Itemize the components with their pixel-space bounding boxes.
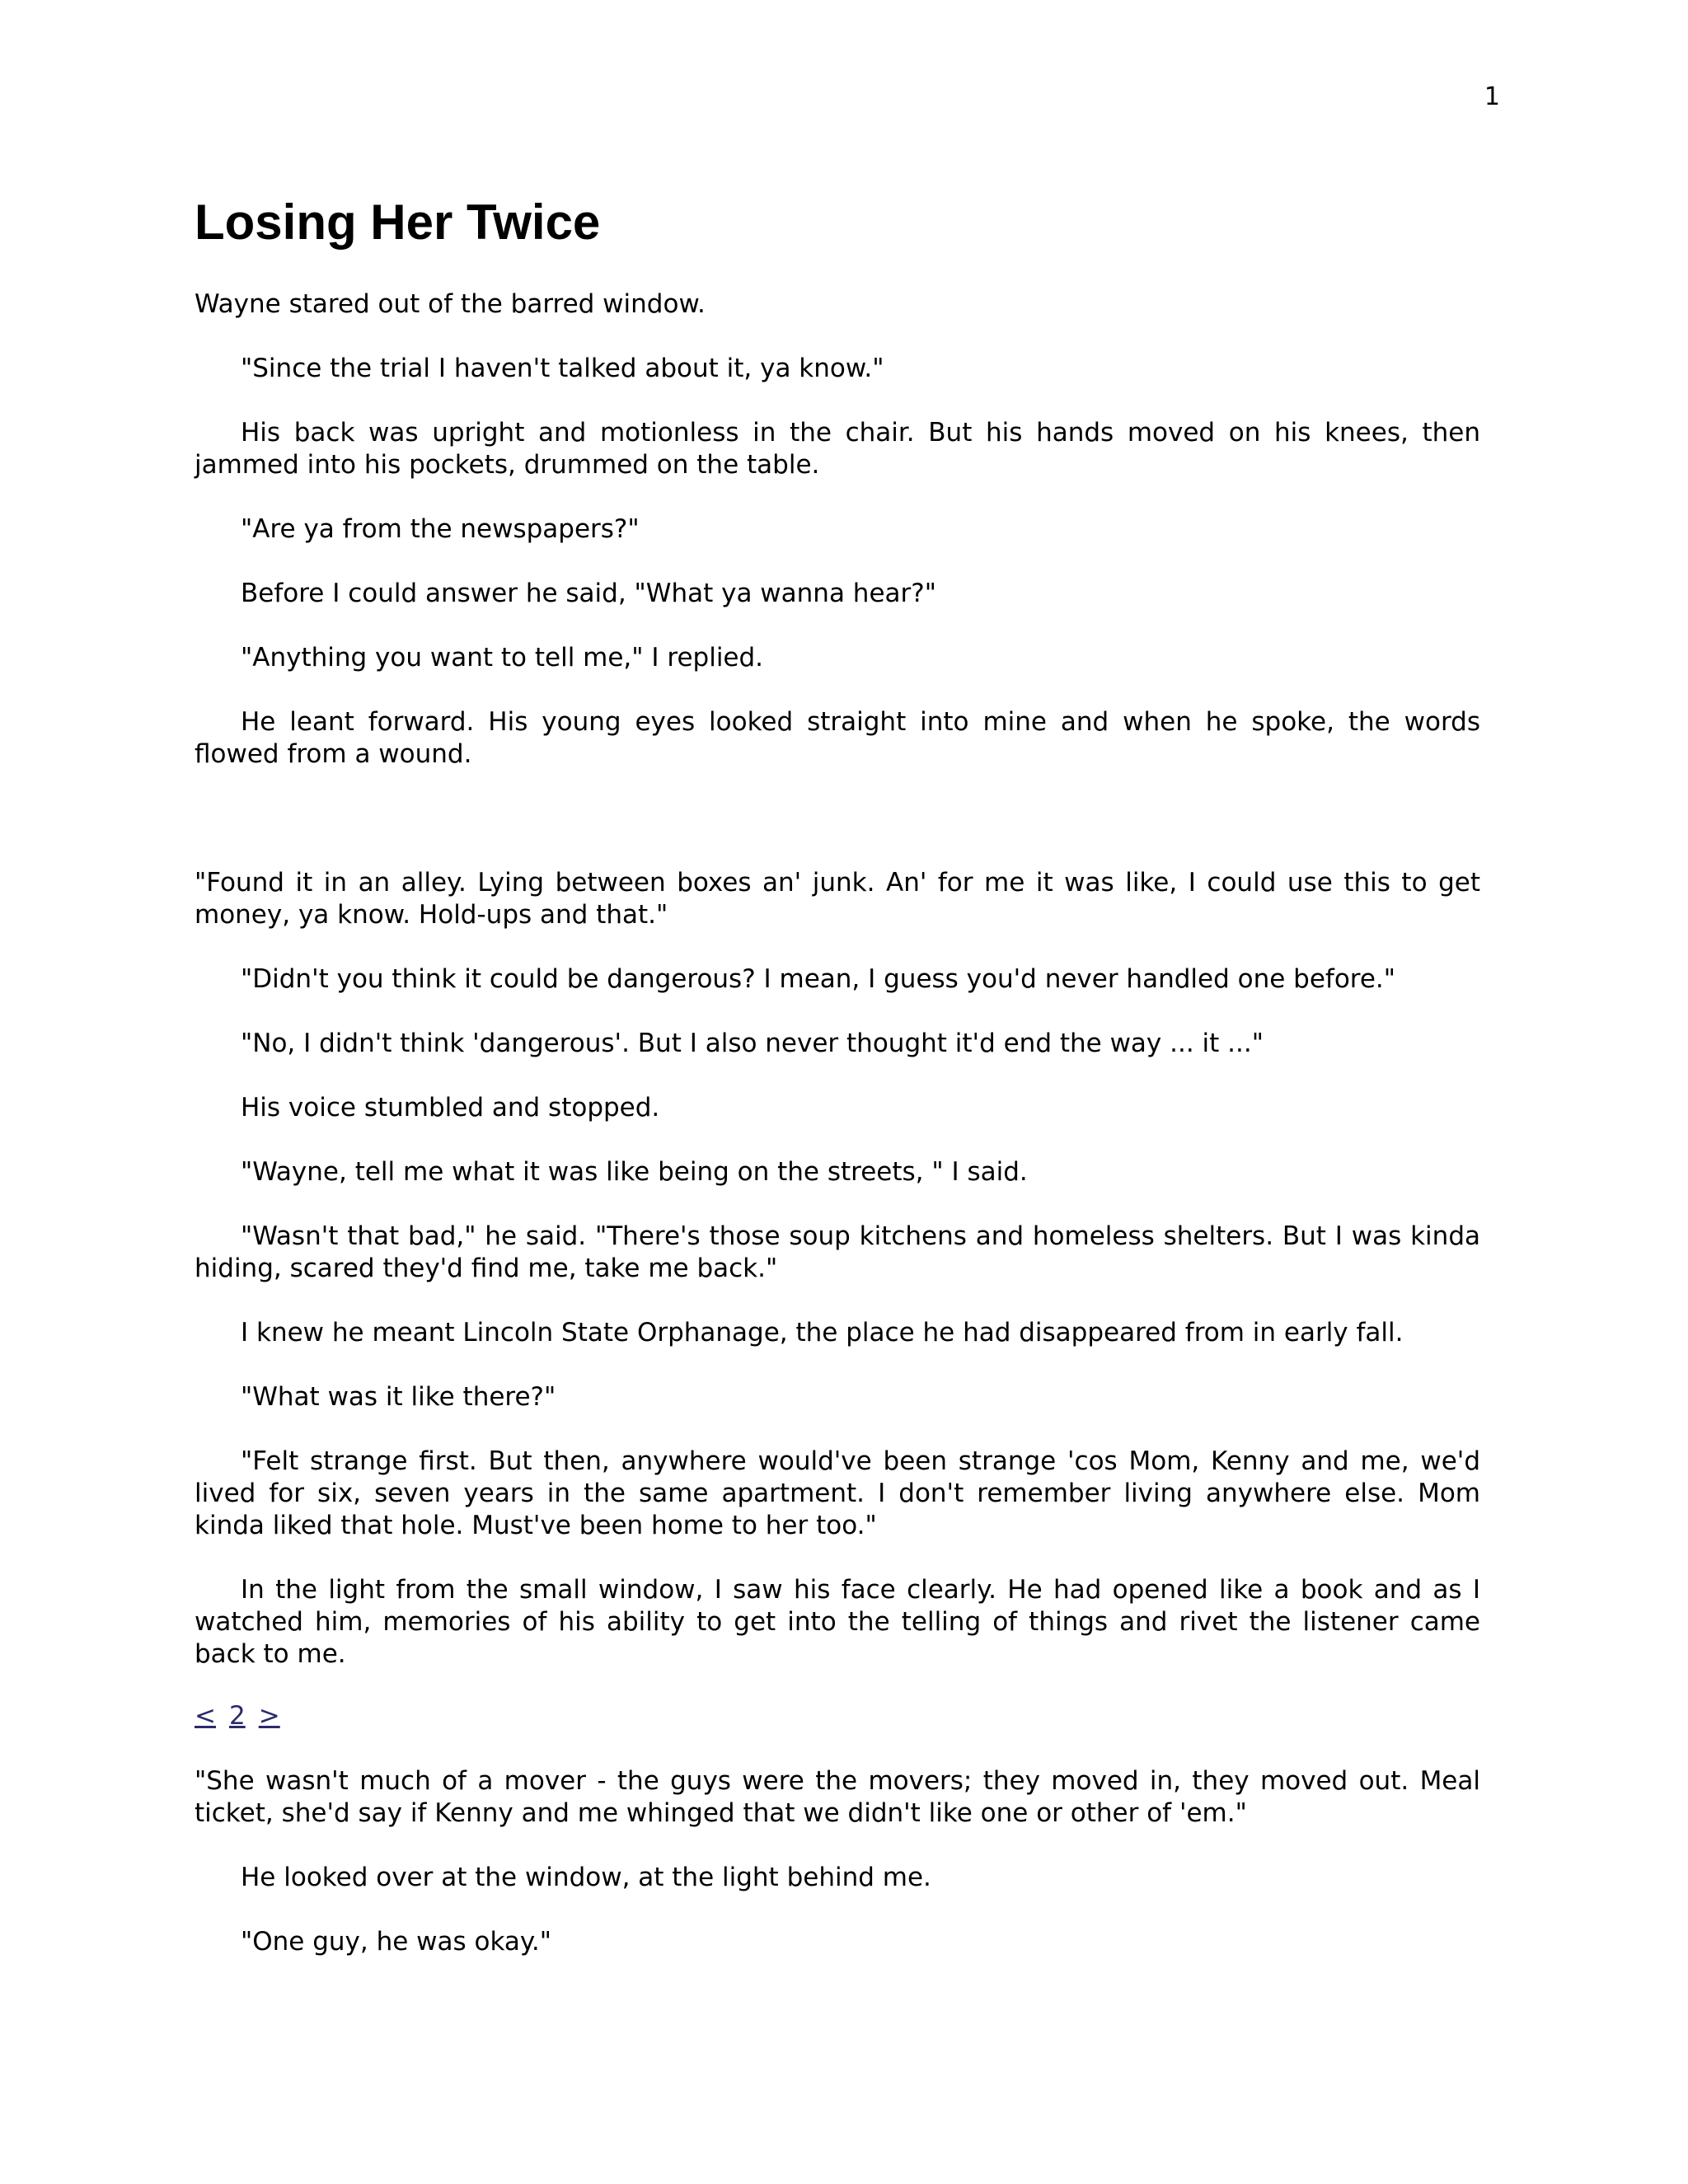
paragraph: Wayne stared out of the barred window. [195,289,706,319]
paragraph: He leant forward. His young eyes looked straight into mine and when he spoke, the words flowed from a wound. [195,707,1480,769]
paragraph: "Didn't you think it could be dangerous? I mean, I guess you'd never handled one before." [241,964,1396,994]
paragraph: "Found it in an alley. Lying between boxes an' junk. An' for me it was like, I could use this to get money, ya know. Hold-ups and that." [195,868,1480,930]
paragraph: "Anything you want to tell me," I replied. [241,643,764,673]
prev-page-link[interactable]: < [195,1701,216,1731]
paragraph: "One guy, he was okay." [241,1927,551,1957]
next-page-link[interactable]: > [258,1701,280,1731]
paragraph: "No, I didn't think 'dangerous'. But I also never thought it'd end the way ... it ..." [241,1029,1264,1058]
paragraph: "Wayne, tell me what it was like being on the streets, " I said. [241,1157,1028,1187]
paragraph: I knew he meant Lincoln State Orphanage, the place he had disappeared from in early fall. [241,1318,1404,1347]
page-number: 1 [1484,82,1500,111]
paragraph: "She wasn't much of a mover - the guys were the movers; they moved in, they moved out. Meal ticket, she'd say if Kenny and me whinged that we didn't like one or other of 'em." [195,1766,1480,1828]
paragraph: "Are ya from the newspapers?" [241,514,640,544]
paragraph: "Since the trial I haven't talked about it, ya know." [241,354,884,383]
page-2-link[interactable]: 2 [228,1701,246,1731]
pagination [195,1699,280,1732]
page-title: Losing Her Twice [195,194,601,250]
paragraph: "Felt strange first. But then, anywhere would've been strange 'cos Mom, Kenny and me, we'd lived for six, seven years in the same apartment. I don't remember living anywhere else. Mom kinda liked that hole. Must've been home to her too." [195,1446,1480,1540]
paragraph: Before I could answer he said, "What ya wanna hear?" [241,579,936,608]
paragraph: "What was it like there?" [241,1382,556,1412]
paragraph: He looked over at the window, at the light behind me. [241,1863,931,1892]
paragraph: "Wasn't that bad," he said. "There's those soup kitchens and homeless shelters. But I was kinda hiding, scared they'd find me, take me back." [195,1221,1480,1283]
paragraph: In the light from the small window, I saw his face clearly. He had opened like a book and as I watched him, memories of his ability to get into the telling of things and rivet the listener came back to me. [195,1575,1480,1669]
paragraph: His voice stumbled and stopped. [241,1093,660,1122]
paragraph: His back was upright and motionless in the chair. But his hands moved on his knees, then jammed into his pockets, drummed on the table. [195,418,1480,480]
